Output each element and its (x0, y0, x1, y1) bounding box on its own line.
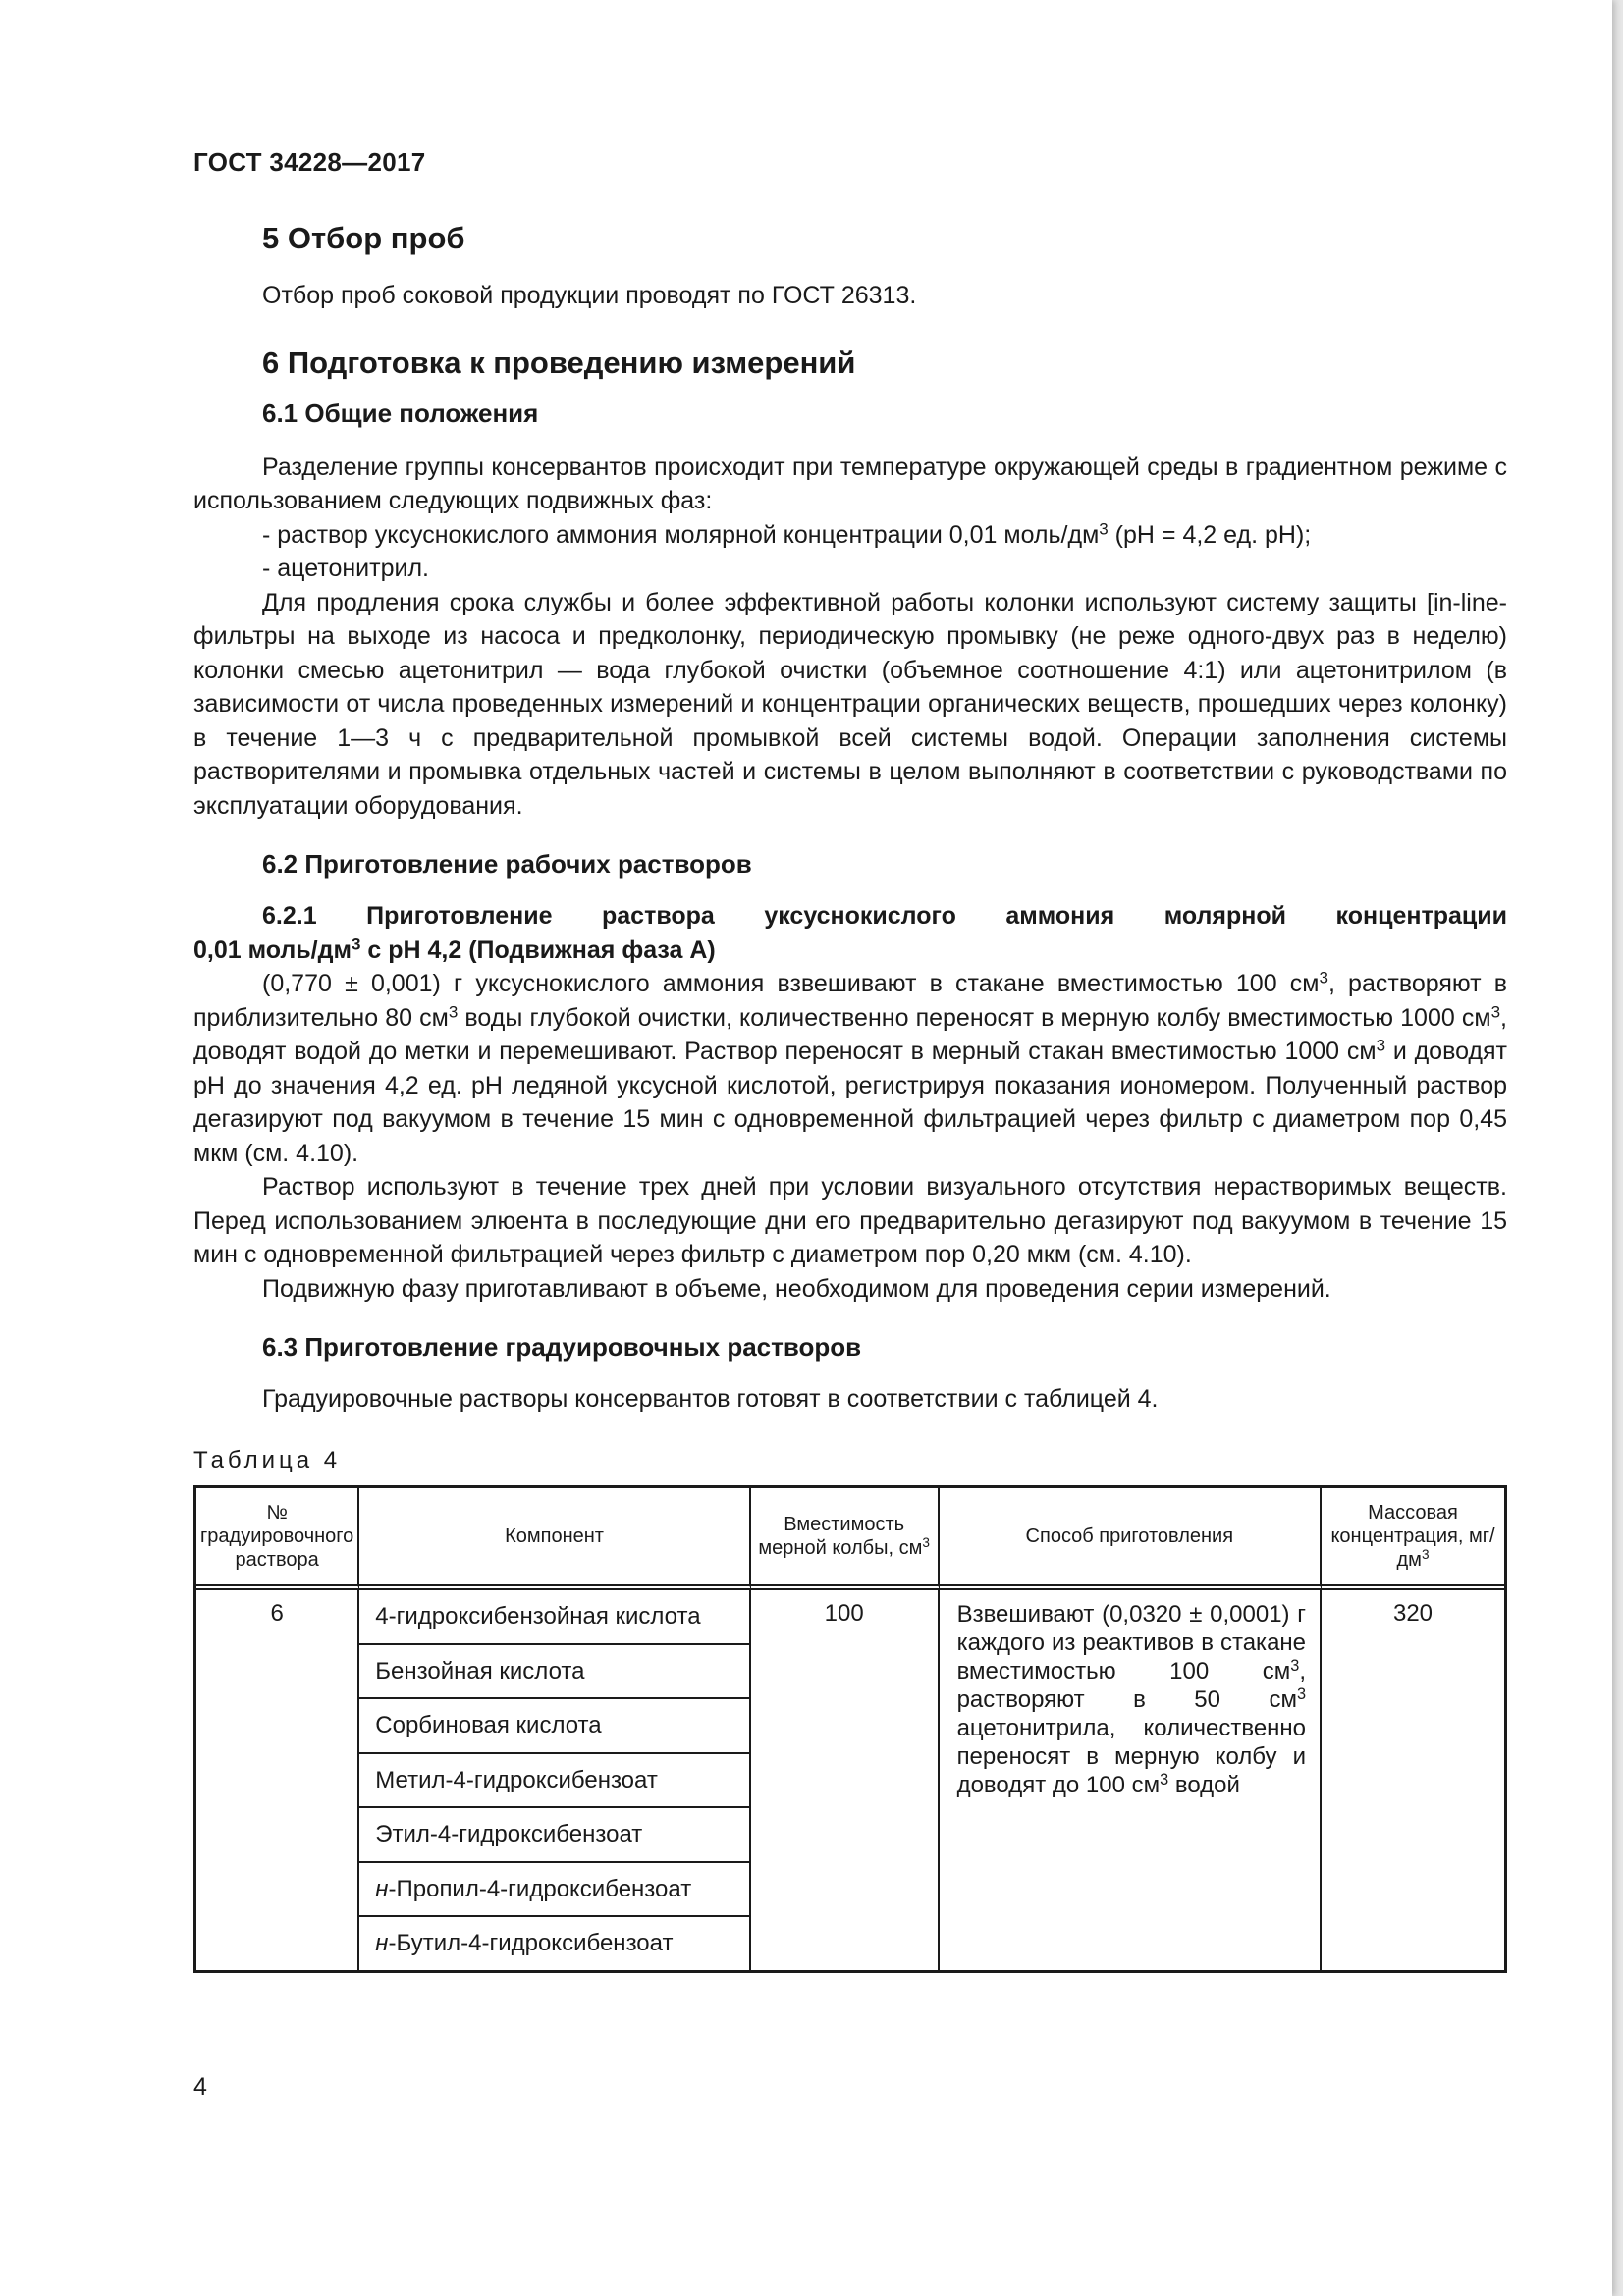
header-flask-volume: Вместимость мерной колбы, $см^3$ (751, 1488, 940, 1590)
cell-flask-volume: 100 (751, 1590, 940, 1970)
component-item: н-Пропил-4-гидроксибензоат (359, 1863, 748, 1918)
section-6-2-1-title-line2: 0,01 моль/$дм^3$ с pH 4,2 (Подвижная фаза А) (193, 934, 716, 964)
component-item: Бензойная кислота (359, 1645, 748, 1700)
header-preparation-method: Способ приготовления (940, 1488, 1322, 1590)
table-4-caption: Таблица 4 (193, 1446, 342, 1473)
section-6-1-paragraph-2: Для продления срока службы и более эффективной работы колонки используют систему защиты [in-line-фильтры на выходе из насоса и предколонку, периодическую промывку (не реже одного-двух раз в неделю) колонки смесью ацетонитрил — вода глубокой очистки (объемное соотношение 4:1) или ацетонитрилом (в зависимости от числа проведенных измерений и концентрации органических веществ, прошедших через колонку) в течение 1—3 ч с предварительной промывкой всей системы водой. Операции заполнения системы растворителями и промывка отдельных частей и системы в целом выполняют в соответствии с руководствами по эксплуатации оборудования. (193, 588, 1507, 820)
section-6-2-1-paragraph-2: Раствор используют в течение трех дней при условии визуального отсутствия нерастворимых веществ. Перед использованием элюента в последующие дни его предварительно дегазируют под вакуумом в течение 15 мин с одновременной фильтрацией через фильтр с диаметром пор 0,20 мкм (см. 4.10). (193, 1173, 1507, 1268)
header-component: Компонент (359, 1488, 750, 1590)
component-item: н-Бутил-4-гидроксибензоат (375, 1930, 674, 1956)
table-row (196, 1590, 1504, 1970)
component-item: Сорбиновая кислота (359, 1699, 748, 1754)
cell-solution-number: 6 (196, 1590, 359, 1970)
component-item: 4-гидроксибензойная кислота (359, 1590, 748, 1645)
cell-components (359, 1590, 750, 1970)
cell-mass-concentration: 320 (1392, 1600, 1434, 1627)
section-5-title: 5 Отбор проб (262, 221, 465, 255)
cell-preparation-method: Взвешивают (0,0320 ± 0,0001) г каждого из реактивов в стакане вместимостью 100 $см^3$, растворяют в 50 $см^3$ ацетонитрила, количественно переносят в мерную колбу и доводят до 100 $см^3$ водой (940, 1590, 1322, 1970)
header-mass-concentration: Массовая концентрация, $мг/дм^3$ (1322, 1488, 1504, 1590)
table-4 (193, 1485, 1507, 1973)
table-header-row (196, 1488, 1504, 1590)
section-6-1-title: 6.1 Общие положения (262, 398, 539, 428)
page-content (193, 218, 1507, 1973)
section-6-2-1-paragraph-3: Подвижную фазу приготавливают в объеме, необходимом для проведения серии измерений. (262, 1274, 1331, 1303)
section-6-3-text: Градуировочные растворы консервантов готовят в соответствии с таблицей 4. (262, 1385, 1159, 1413)
header-solution-number: № градуировочного раствора (196, 1488, 359, 1590)
phase-list-item-1: - раствор уксуснокислого аммония молярной концентрации 0,01 моль/$дм^3$ (pH = 4,2 ед. pH); (262, 519, 1312, 549)
section-6-3-title: 6.3 Приготовление градуировочных растворов (262, 1332, 862, 1362)
section-6-1-paragraph-1: Разделение группы консервантов происходит при температуре окружающей среды в градиентном режиме с использованием следующих подвижных фаз: (193, 453, 1507, 514)
component-item: Метил-4-гидроксибензоат (359, 1754, 748, 1809)
document-header: ГОСТ 34228—2017 (193, 147, 426, 177)
section-6-title: 6 Подготовка к проведению измерений (262, 345, 856, 380)
section-6-2-1-paragraph-1: (0,770 ± 0,001) г уксуснокислого аммония взвешивают в стакане вместимостью 100 $см^3$, растворяют в приблизительно 80 $см^3$ воды глубокой очистки, количественно переносят в мерную колбу вместимостью 1000 $см^3$, доводят водой до метки и перемешивают. Раствор переносят в мерный стакан вместимостью 1000 $см^3$ и доводят pH до значения 4,2 ед. pH ледяной уксусной кислотой, регистрируя показания иономером. Полученный раствор дегазируют под вакуумом в течение 15 мин с одновременной фильтрацией через фильтр с диаметром пор 0,45 мкм (см. 4.10). (193, 968, 1508, 1167)
section-6-2-1-title-line1: 6.2.1 Приготовление раствора уксуснокислого аммония молярной концентрации (262, 902, 1507, 930)
phase-list-item-2: - ацетонитрил. (262, 555, 429, 582)
page-number: 4 (193, 2073, 207, 2101)
component-item: Этил-4-гидроксибензоат (359, 1808, 748, 1863)
section-6-2-title: 6.2 Приготовление рабочих растворов (262, 849, 752, 879)
section-5-text: Отбор проб соковой продукции проводят по ГОСТ 26313. (262, 282, 917, 309)
